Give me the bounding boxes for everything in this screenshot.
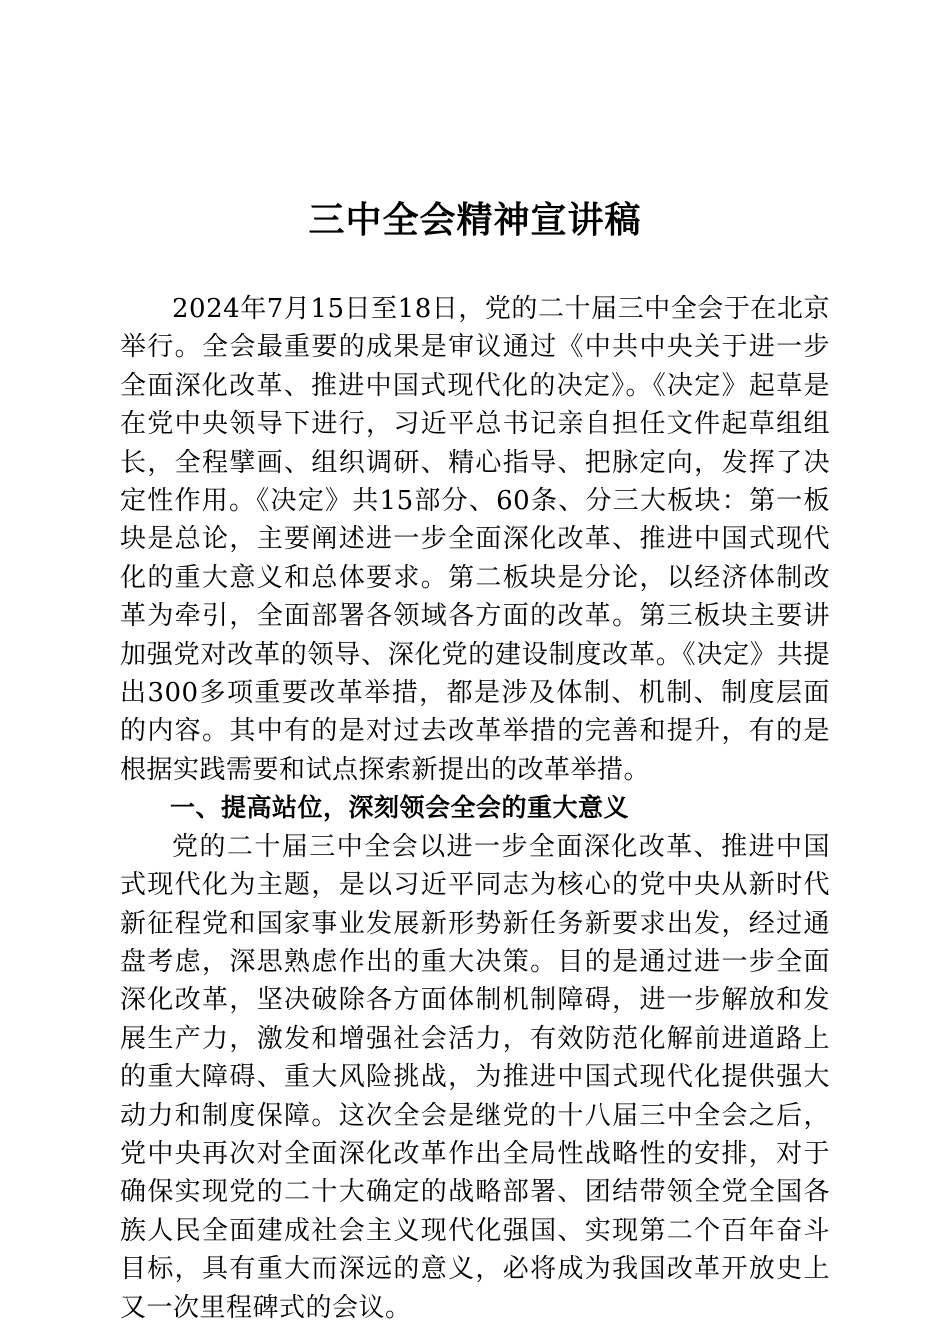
document-title: 三中全会精神宣讲稿 bbox=[308, 199, 642, 241]
section-paragraph: 党的二十届三中全会以进一步全面深化改革、推进中国式现代化为主题，是以习近平同志为核心的党中央从新时代新征程党和国家事业发展新形势新任务新要求出发，经过通盘考虑，深思熟虑作出的重大决策。目的是通过进一步全面深化改革，坚决破除各方面体制机制障碍，进一步解放和发展生产力，激发和增强社会活力，有效防范化解前进道路上的重大障碍、重大风险挑战，为推进中国式现代化提供强大动力和制度保障。这次全会是继党的十八届三中全会之后，党中央再次对全面深化改革作出全局性战略性的安排，对于确保实现党的二十大确定的战略部署、团结带领全党全国各族人民全面建成社会主义现代化强国、实现第二个百年奋斗目标，具有重大而深远的意义，必将成为我国改革开放史上又一次里程碑式的会议。 bbox=[120, 831, 830, 1323]
section-heading: 一、提高站位，深刻领会全会的重大意义 bbox=[170, 793, 630, 823]
intro-paragraph: 2024年7月15日至18日，党的二十届三中全会于在北京举行。全会最重要的成果是审议通过《中共中央关于进一步全面深化改革、推进中国式现代化的决定》。《决定》起草是在党中央领导下进行，习近平总书记亲自担任文件起草组组长，全程擘画、组织调研、精心指导、把脉定向，发挥了决定性作用。《决定》共15部分、60条、分三大板块：第一板块是总论，主要阐述进一步全面深化改革、推进中国式现代化的重大意义和总体要求。第二板块是分论，以经济体制改革为牵引，全面部署各领域各方面的改革。第三板块主要讲加强党对改革的领导、深化党的建设制度改革。《决定》共提出300多项重要改革举措，都是涉及体制、机制、制度层面的内容。其中有的是对过去改革举措的完善和提升，有的是根据实践需要和试点探索新提出的改革举措。 bbox=[120, 294, 830, 785]
document-body bbox=[120, 290, 830, 1327]
